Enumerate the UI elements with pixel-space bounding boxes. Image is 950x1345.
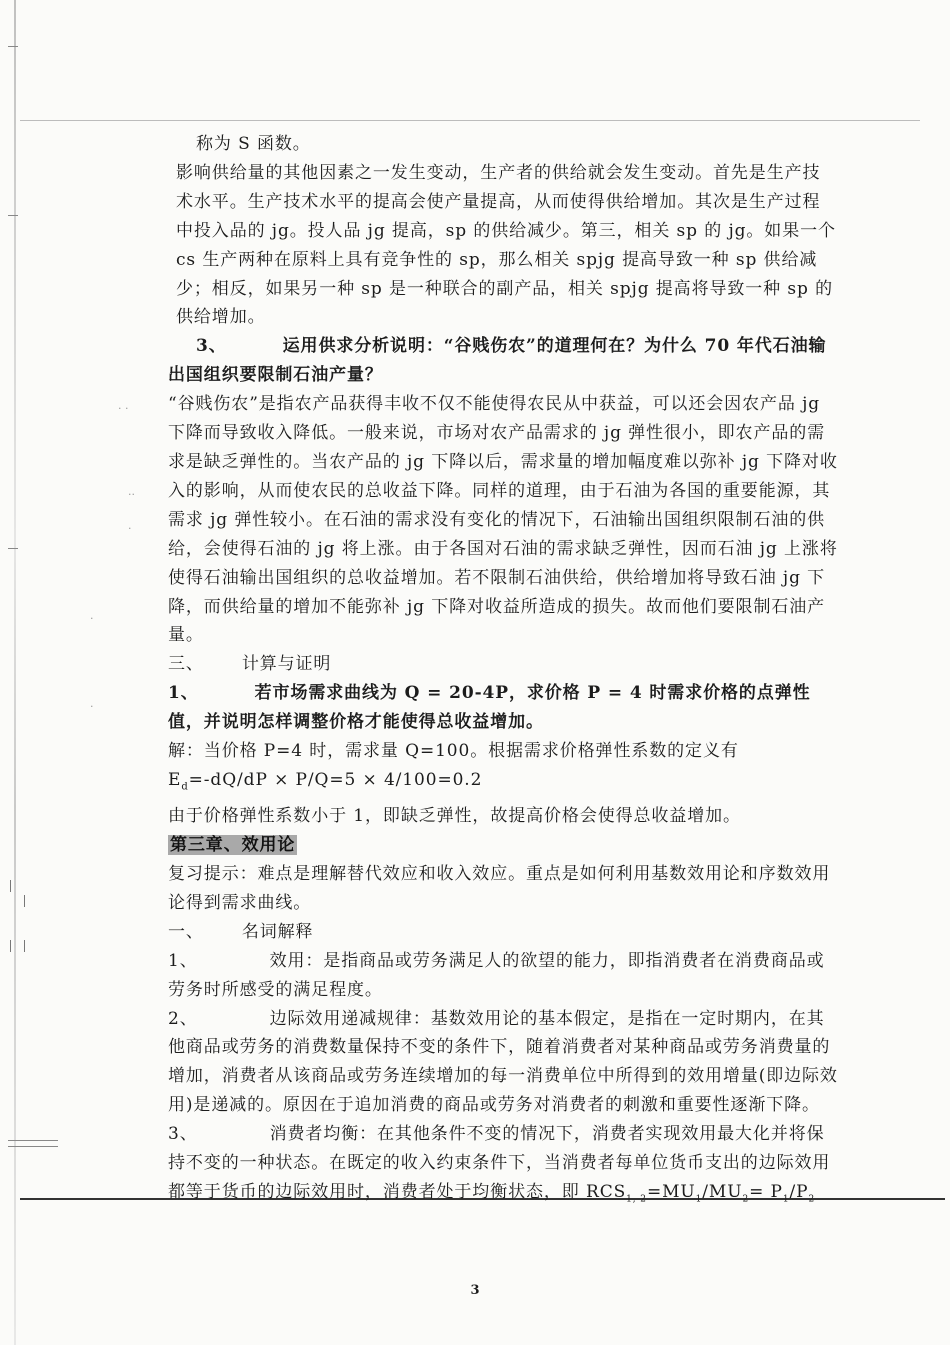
scan-speck: ·· <box>128 488 135 501</box>
question-number: 1、 <box>168 683 199 704</box>
term-name: 效用： <box>269 950 324 971</box>
chapter-heading <box>168 831 838 860</box>
scan-mark <box>8 215 18 216</box>
scan-side-rule <box>8 1140 58 1141</box>
term-name: 边际效用递减规律： <box>269 1008 431 1029</box>
question-3 <box>168 332 838 390</box>
scan-tick <box>10 940 11 952</box>
section-heading-1 <box>168 918 838 947</box>
question-text: 运用供求分析说明：“谷贱伤农”的道理何在？为什么 70 年代石油输出国组织要限制石油产量？ <box>168 336 827 386</box>
paragraph: 影响供给量的其他因素之一发生变动，生产者的供给就会发生变动。首先是生产技术水平。生产技术水平的提高会使产量提高，从而使得供给增加。其次是生产过程中投入品的 jg。投人品 jg 提高，sp 的供给减少。第三，相关 sp 的 jg。如果一个 cs 生产两种在原料上具有竞争性的 sp，那么相关 spjg 提高导致一种 sp 供给减少；相反，如果另一种 sp 是一种联合的副产品，相关 spjg 提高将导致一种 sp 的供给增加。 <box>176 162 836 328</box>
scan-tick <box>10 880 11 892</box>
document-body <box>168 130 838 1214</box>
formula-subscript: 2 <box>742 1194 750 1205</box>
formula-subscript: 1 <box>782 1194 790 1205</box>
scan-side-rule <box>8 1146 58 1147</box>
solution-conclusion: 由于价格弹性系数小于 1，即缺乏弹性，故提高价格会使得总收益增加。 <box>168 806 741 827</box>
page-number: 3 <box>470 1283 480 1298</box>
scan-mark <box>8 46 18 47</box>
section-title: 计算与证明 <box>241 654 332 675</box>
scan-speck: · <box>90 612 94 625</box>
formula-subscript: d <box>181 781 189 793</box>
term-number: 2、 <box>168 1008 198 1029</box>
question-number: 3、 <box>196 336 227 357</box>
formula-text: = P <box>749 1182 783 1203</box>
scan-mark <box>8 548 18 549</box>
review-tip: 复习提示：难点是理解替代效应和收入效应。重点是如何利用基数效用论和序数效用论得到需求曲线。 <box>168 864 831 913</box>
term-definition: 在其他条件不变的情况下，消费者实现效用最大化并将保持不变的一种状态。在既定的收入约束条件下，当消费者每单位货币支出的边际效用都等于货币的边际效用时，消费者处于均衡状态，即 RCS <box>168 1124 831 1203</box>
formula-symbol: E <box>168 769 182 790</box>
formula-text: =MU <box>646 1182 696 1203</box>
chapter-title: 第三章、效用论 <box>170 835 296 856</box>
formula-text: /P <box>789 1182 809 1203</box>
scan-speck: · <box>128 522 132 535</box>
formula-text: =-dQ/dP × P/Q=5 × 4/100=0.2 <box>188 769 483 790</box>
term-definition: 基数效用论的基本假定，是指在一定时期内，在其他商品或劳务的消费数量保持不变的条件下，随着消费者对某种商品或劳务消费量的增加，消费者从该商品或劳务连续增加的每一消费单位中所得到的效用增量(即边际效用)是递减的。原因在于追加消费的商品或劳务对消费者的刺激和重要性逐渐下降。 <box>168 1008 838 1116</box>
scan-tick <box>24 940 25 952</box>
term-definition: 是指商品或劳务满足人的欲望的能力，即指消费者在消费商品或劳务时所感受的满足程度。 <box>168 950 825 1000</box>
calc-question-1 <box>168 679 838 737</box>
section-heading-3 <box>168 650 838 679</box>
scan-tick <box>24 895 25 907</box>
question-text: 若市场需求曲线为 Q = 20-4P，求价格 P = 4 时需求价格的点弹性值，并说明怎样调整价格才能使得总收益增加。 <box>168 683 811 733</box>
section-title: 名词解释 <box>241 921 314 942</box>
scan-top-rule <box>20 120 920 121</box>
term-2 <box>168 1005 838 1121</box>
term-name: 消费者均衡： <box>269 1124 378 1145</box>
section-number: 一、 <box>168 921 204 942</box>
scan-speck: · <box>90 700 94 713</box>
formula-text: /MU <box>702 1182 743 1203</box>
term-1 <box>168 947 838 1005</box>
paragraph: “谷贱伤农”是指农产品获得丰收不仅不能使得农民从中获益，可以还会因农产品 jg 下降而导致收入降低。一般来说，市场对农产品需求的 jg 弹性很小，即农产品的需求是缺乏弹性的。当农产品的 jg 下降以后，需求量的增加幅度难以弥补 jg 下降对收入的影响，从而使农民的总收益下降。同样的道理，由于石油为各国的重要能源，其需求 jg 弹性较小。在石油的需求没有变化的情况下，石油输出国组织限制石油的供给，会使得石油的 jg 将上涨。由于各国对石油的需求缺乏弹性，因而石油 jg 上涨将使得石油输出国组织的总收益增加。若不限制石油供给，供给增加将导致石油 jg 下降，而供给量的增加不能弥补 jg 下降对收益所造成的损失。故而他们要限制石油产量。 <box>168 394 838 646</box>
formula-subscript: 1 <box>695 1194 703 1205</box>
term-number: 1、 <box>168 950 198 971</box>
scan-speck: · · <box>118 402 129 415</box>
solution-line: 解：当价格 P=4 时，需求量 Q=100。根据需求价格弹性系数的定义有 <box>168 741 739 762</box>
section-number: 三、 <box>168 654 204 675</box>
formula-line <box>168 766 838 802</box>
term-3 <box>168 1120 838 1214</box>
scan-edge-shadow <box>14 0 16 1345</box>
paragraph: 称为 S 函数。 <box>196 134 311 154</box>
formula-subscript: 1, 2 <box>626 1194 647 1205</box>
formula-subscript: 2 <box>808 1194 816 1205</box>
term-number: 3、 <box>168 1124 198 1145</box>
